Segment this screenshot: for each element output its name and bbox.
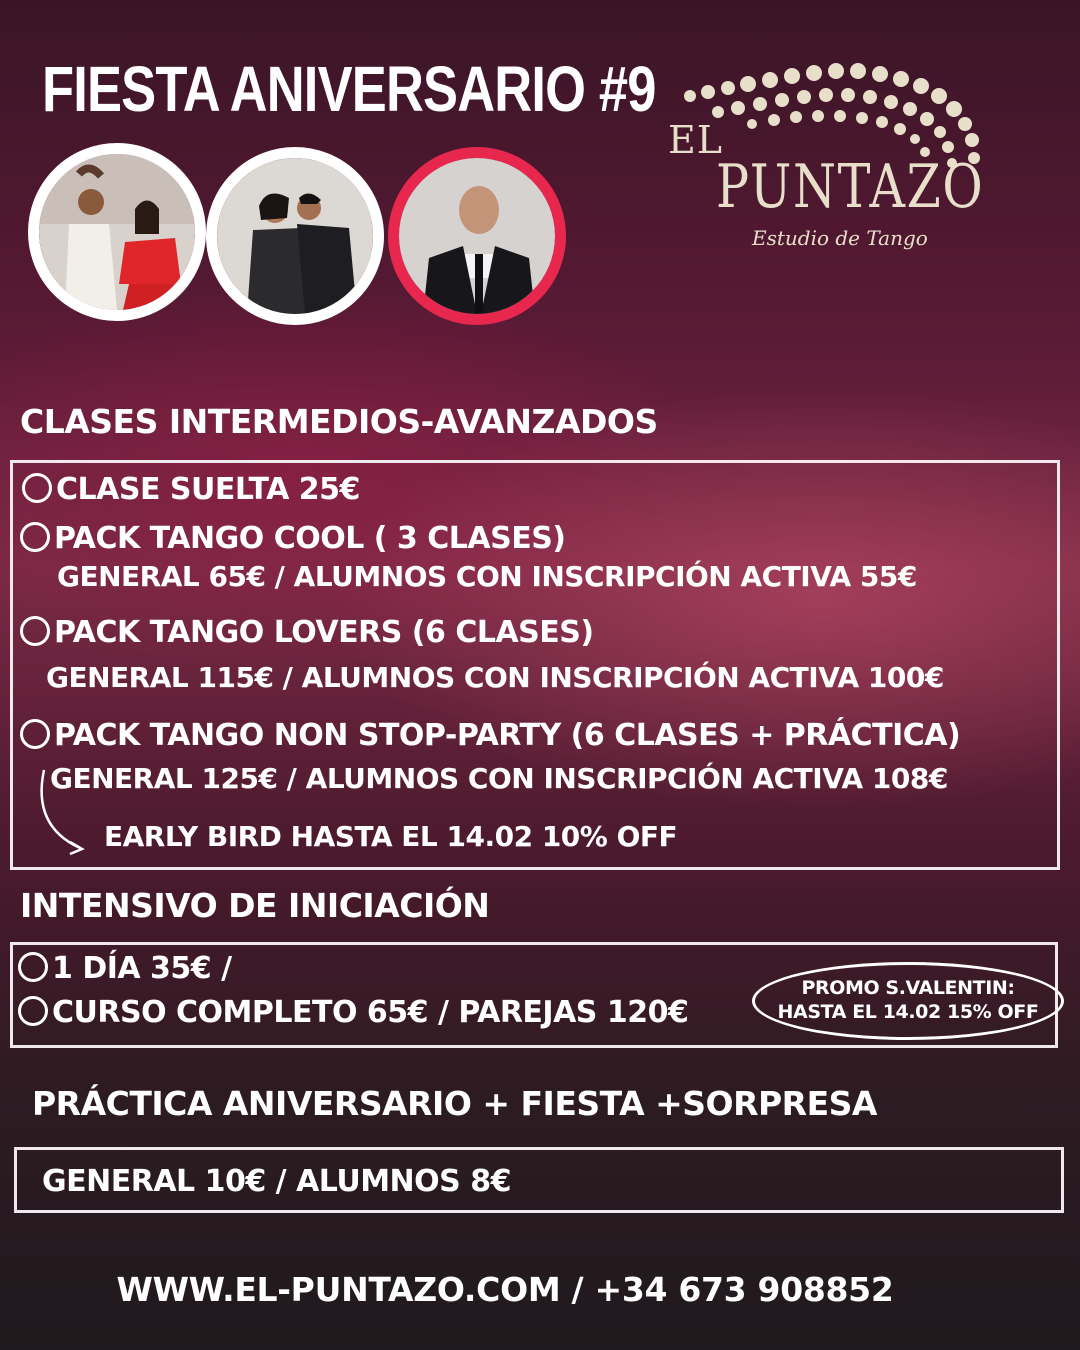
list-item: CURSO COMPLETO 65€ / PAREJAS 120€ <box>18 995 688 1030</box>
promo-line-1: PROMO S.VALENTIN: <box>801 977 1015 999</box>
curved-arrow-icon <box>30 766 90 856</box>
page-title: FIESTA ANIVERSARIO #9 <box>42 53 656 125</box>
radio-circle-icon <box>22 473 52 503</box>
man-portrait-photo <box>399 158 555 314</box>
radio-circle-icon <box>20 616 50 646</box>
price-detail: GENERAL 65€ / ALUMNOS CON INSCRIPCIÓN ACTIVA 55€ <box>57 560 917 593</box>
price-detail: GENERAL 125€ / ALUMNOS CON INSCRIPCIÓN ACTIVA 108€ <box>50 762 948 795</box>
list-item: PACK TANGO NON STOP-PARTY (6 CLASES + PRÁCTICA) <box>20 718 960 753</box>
section-heading-intermedios: CLASES INTERMEDIOS-AVANZADOS <box>20 402 658 441</box>
section-heading-practica: PRÁCTICA ANIVERSARIO + FIESTA +SORPRESA <box>32 1084 877 1123</box>
dancing-couple-photo-2 <box>206 147 384 325</box>
list-item: 1 DÍA 35€ / <box>18 951 232 986</box>
early-bird-note: EARLY BIRD HASTA EL 14.02 10% OFF <box>104 820 678 853</box>
list-item: PACK TANGO LOVERS (6 CLASES) <box>20 615 594 650</box>
logo-el-text: EL <box>668 118 723 162</box>
practica-price: GENERAL 10€ / ALUMNOS 8€ <box>42 1164 511 1199</box>
dancing-couple-photo <box>39 154 195 310</box>
logo-subtitle: Estudio de Tango <box>752 226 928 250</box>
dancing-couple-photo <box>217 158 373 314</box>
logo-name-text: PUNTAZO <box>716 152 985 222</box>
radio-circle-icon <box>18 996 48 1026</box>
man-portrait-photo <box>388 147 566 325</box>
section-heading-iniciacion: INTENSIVO DE INICIACIÓN <box>20 886 490 925</box>
footer-contact[interactable]: WWW.EL-PUNTAZO.COM / +34 673 908852 <box>116 1270 894 1309</box>
list-item: PACK TANGO COOL ( 3 CLASES) <box>20 521 566 556</box>
promo-badge <box>752 962 1064 1040</box>
dancing-couple-photo-1 <box>28 143 206 321</box>
radio-circle-icon <box>20 719 50 749</box>
radio-circle-icon <box>20 522 50 552</box>
radio-circle-icon <box>18 952 48 982</box>
promo-line-2: HASTA EL 14.02 15% OFF <box>777 1001 1039 1023</box>
list-item: CLASE SUELTA 25€ <box>22 472 360 507</box>
price-detail: GENERAL 115€ / ALUMNOS CON INSCRIPCIÓN ACTIVA 100€ <box>46 661 944 694</box>
